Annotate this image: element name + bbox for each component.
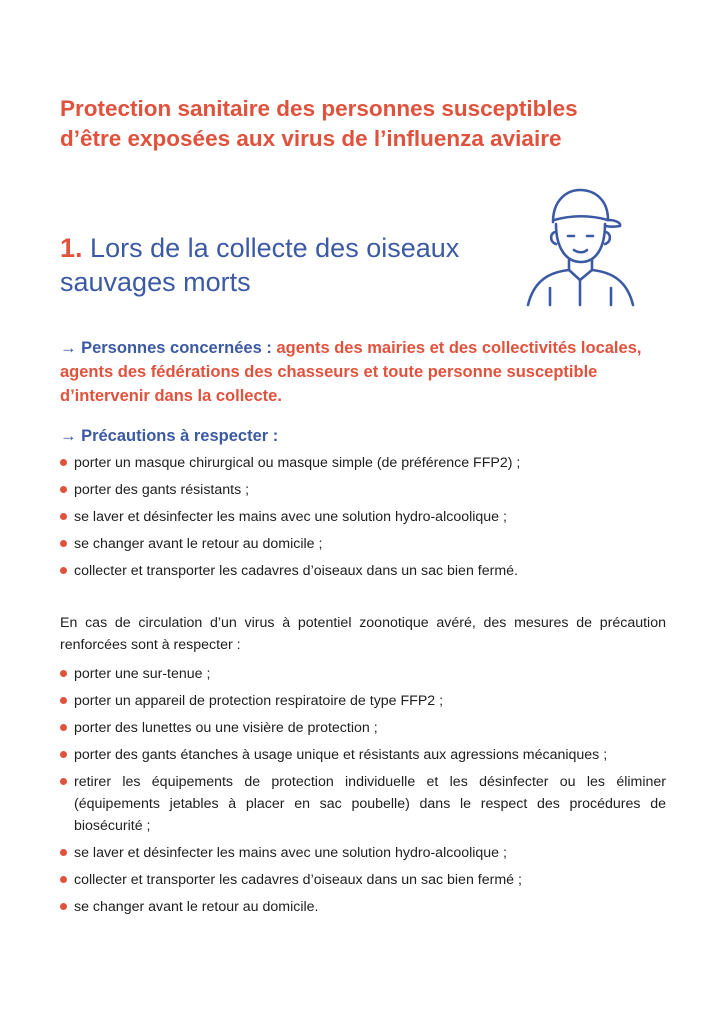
reinforced-list	[60, 663, 666, 923]
bullet-dot-icon	[60, 513, 67, 520]
list-item: se changer avant le retour au domicile ;	[60, 533, 666, 555]
list-item: porter un masque chirurgical ou masque simple (de préférence FFP2) ;	[60, 452, 666, 474]
list-item: se laver et désinfecter les mains avec une solution hydro-alcoolique ;	[60, 842, 666, 864]
bullet-dot-icon	[60, 670, 67, 677]
list-item: porter des lunettes ou une visière de protection ;	[60, 717, 666, 739]
precautions-list	[60, 452, 666, 587]
concerned-label: → Personnes concernées :	[60, 339, 272, 357]
reinforced-intro: En cas de circulation d’un virus à potentiel zoonotique avéré, des mesures de précaution renforcées sont à respecter :	[60, 615, 666, 653]
list-item: porter une sur-tenue ;	[60, 663, 666, 685]
worker-with-cap-icon	[512, 180, 648, 308]
list-item: se changer avant le retour au domicile.	[60, 896, 666, 918]
concerned-persons	[60, 336, 666, 408]
main-title: Protection sanitaire des personnes susceptibles d’être exposées aux virus de l’influenza aviaire	[60, 96, 578, 151]
section-number: 1.	[60, 233, 83, 263]
document-page	[60, 0, 666, 1024]
list-item: porter des gants résistants ;	[60, 479, 666, 501]
list-item: retirer les équipements de protection individuelle et les désinfecter ou les éliminer (équipements jetables à placer en sac poubelle) dans le respect des procédures de biosécurité ;	[60, 771, 666, 837]
concerned-text: agents des mairies et des collectivités locales, agents des fédérations des chasseurs et toute personne susceptible d’intervenir dans la collecte.	[60, 339, 642, 405]
bullet-dot-icon	[60, 567, 67, 574]
bullet-dot-icon	[60, 540, 67, 547]
bullet-dot-icon	[60, 697, 67, 704]
list-item: collecter et transporter les cadavres d’oiseaux dans un sac bien fermé ;	[60, 869, 666, 891]
section-heading	[60, 231, 500, 299]
list-item: porter un appareil de protection respiratoire de type FFP2 ;	[60, 690, 666, 712]
list-item: porter des gants étanches à usage unique et résistants aux agressions mécaniques ;	[60, 744, 666, 766]
bullet-dot-icon	[60, 903, 67, 910]
bullet-dot-icon	[60, 778, 67, 785]
list-item: se laver et désinfecter les mains avec une solution hydro-alcoolique ;	[60, 506, 666, 528]
bullet-dot-icon	[60, 486, 67, 493]
bullet-dot-icon	[60, 876, 67, 883]
bullet-dot-icon	[60, 849, 67, 856]
precautions-heading: → Précautions à respecter :	[60, 427, 279, 445]
section-title: Lors de la collecte des oiseaux sauvages morts	[60, 233, 460, 297]
bullet-dot-icon	[60, 751, 67, 758]
bullet-dot-icon	[60, 724, 67, 731]
bullet-dot-icon	[60, 459, 67, 466]
list-item: collecter et transporter les cadavres d’oiseaux dans un sac bien fermé.	[60, 560, 666, 582]
